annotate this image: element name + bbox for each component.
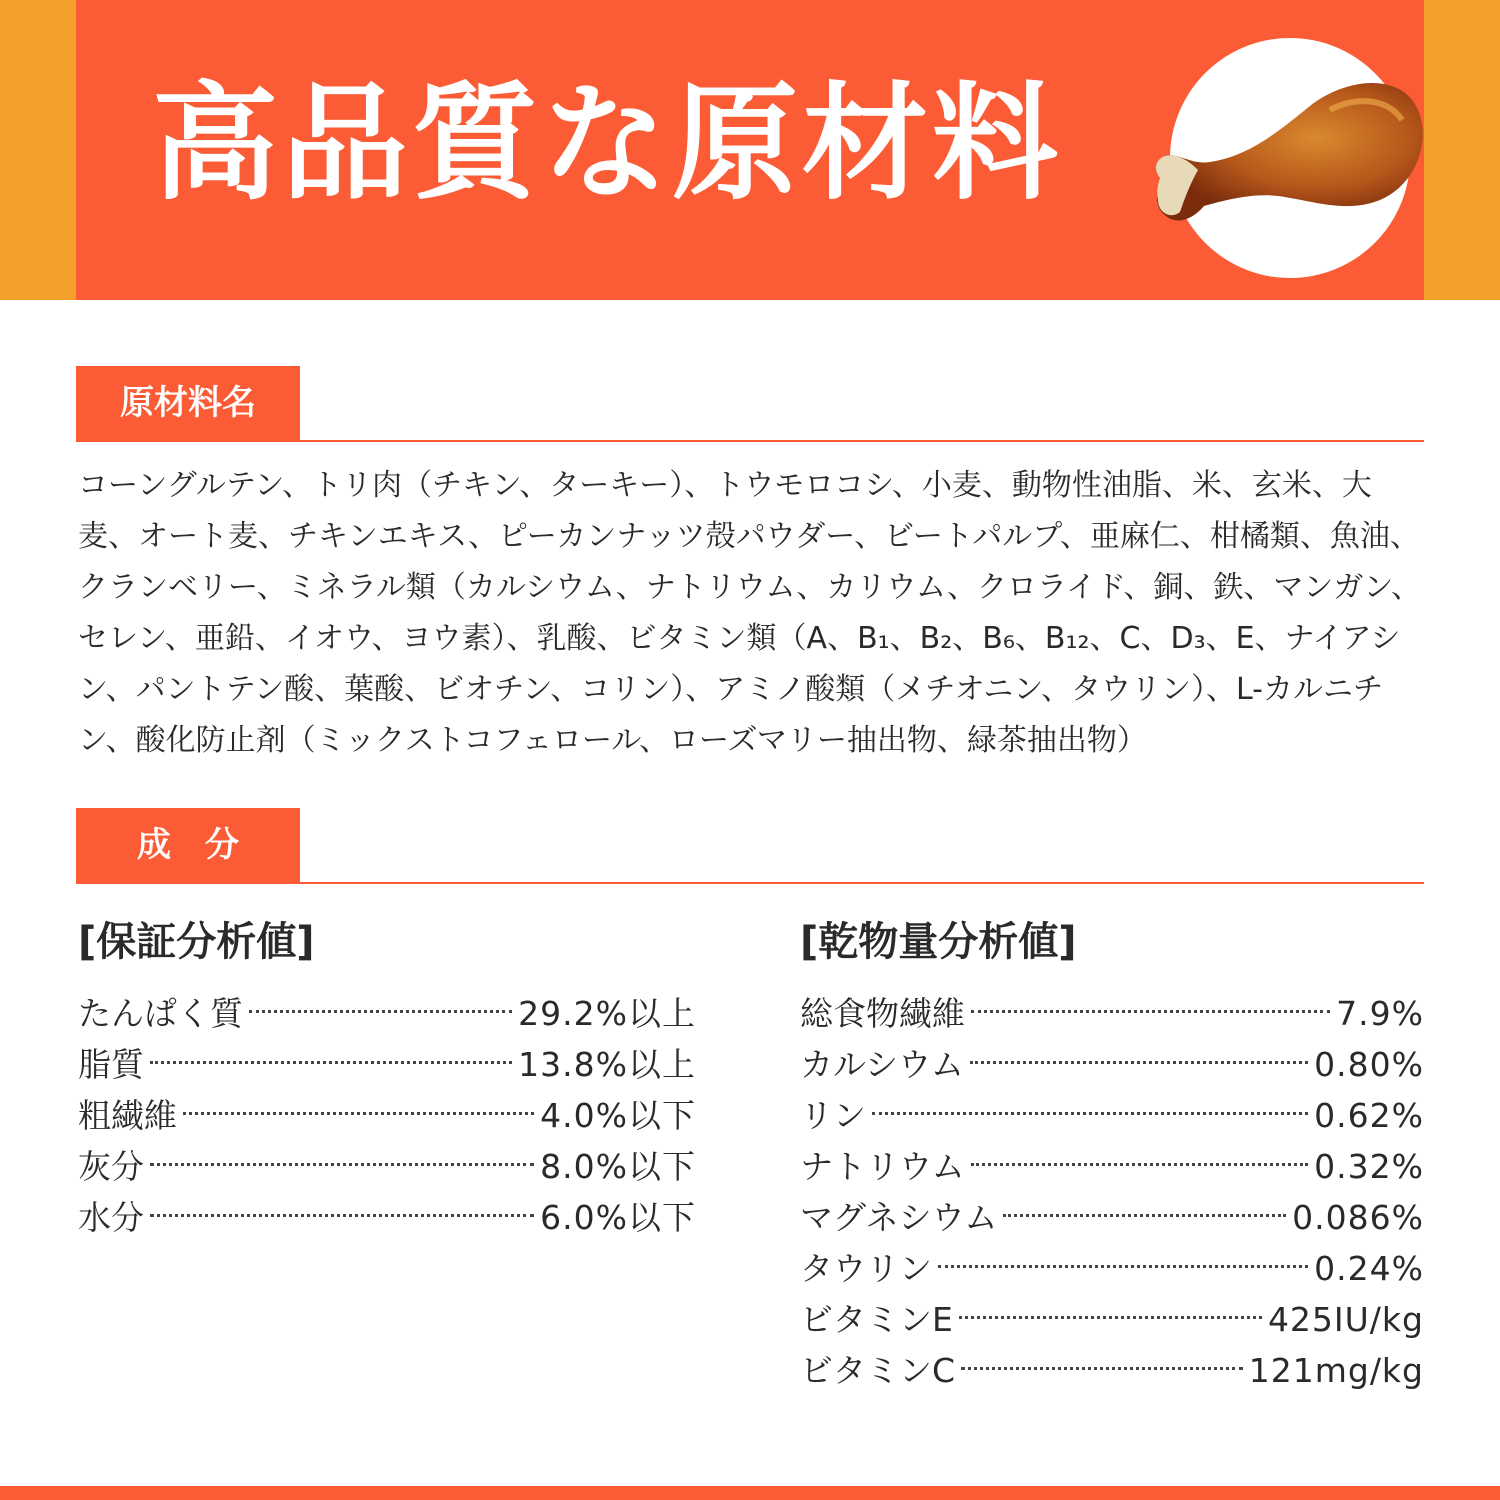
row-label: たんぱく質 (78, 994, 243, 1033)
dry-matter-analysis-title: [乾物量分析値] (800, 919, 1077, 965)
leader-dots (249, 977, 512, 1013)
row-value: 0.24% (1314, 1249, 1424, 1288)
row-label: カルシウム (800, 1045, 964, 1084)
row-label: タウリン (800, 1249, 932, 1288)
guaranteed-analysis (78, 912, 696, 1243)
ingredients-header (76, 366, 1424, 442)
row-value: 0.80% (1314, 1045, 1424, 1084)
leader-dots (971, 977, 1330, 1013)
row-value: 29.2%以上 (518, 994, 696, 1033)
leader-dots (1003, 1181, 1286, 1217)
row-label: 水分 (78, 1198, 144, 1237)
left-accent-stripe (0, 0, 76, 300)
row-label: ナトリウム (800, 1147, 965, 1186)
composition-header (76, 808, 1424, 884)
analysis-row (800, 1345, 1424, 1396)
leader-dots (183, 1079, 534, 1115)
leader-dots (938, 1232, 1308, 1268)
leader-dots (970, 1028, 1308, 1064)
title-banner (76, 0, 1424, 300)
composition-divider (76, 882, 1424, 884)
row-label: 脂質 (78, 1045, 144, 1084)
guaranteed-analysis-title: [保証分析値] (78, 919, 315, 965)
ingredients-heading: 原材料名 (76, 366, 300, 440)
dry-matter-analysis (800, 912, 1424, 1396)
row-value: 121mg/kg (1248, 1351, 1424, 1390)
chicken-drumstick-image (1140, 60, 1440, 240)
row-label: 灰分 (78, 1147, 144, 1186)
row-label: 総食物繊維 (800, 994, 965, 1033)
leader-dots (959, 1283, 1262, 1319)
leader-dots (872, 1079, 1308, 1115)
row-value: 8.0%以下 (540, 1147, 696, 1186)
leader-dots (971, 1130, 1308, 1166)
analysis-row (78, 1192, 696, 1243)
composition-heading: 成 分 (76, 808, 300, 882)
row-label: マグネシウム (800, 1198, 998, 1237)
page-title: 高品質な原材料 (152, 70, 1062, 217)
row-value: 425IU/kg (1267, 1300, 1424, 1339)
row-label: リン (800, 1096, 866, 1135)
ingredients-divider (76, 440, 1424, 442)
row-label: ビタミンE (800, 1300, 953, 1339)
row-value: 0.62% (1314, 1096, 1424, 1135)
ingredients-text: コーングルテン、トリ肉（チキン、ターキー）、トウモロコシ、小麦、動物性油脂、米、玄米、大麦、オート麦、チキンエキス、ピーカンナッツ殻パウダー、ビートパルプ、亜麻仁、柑橘類、魚油、クランベリー、ミネラル類（カルシウム、ナトリウム、カリウム、クロライド、銅、鉄、マンガン、セレン、亜鉛、イオウ、ヨウ素）、乳酸、ビタミン類（A、B₁、B₂、B₆、B₁₂、C、D₃、E、ナイアシン、パントテン酸、葉酸、ビオチン、コリン）、アミノ酸類（メチオニン、タウリン）、L-カルニチン、酸化防止剤（ミックストコフェロール、ローズマリー抽出物、緑茶抽出物） (78, 468, 1421, 758)
footer-accent-bar (0, 1486, 1500, 1500)
row-value: 0.32% (1314, 1147, 1424, 1186)
leader-dots (150, 1028, 512, 1064)
row-value: 7.9% (1336, 994, 1424, 1033)
row-value: 0.086% (1292, 1198, 1424, 1237)
row-value: 13.8%以上 (518, 1045, 696, 1084)
row-label: ビタミンC (800, 1351, 956, 1390)
leader-dots (150, 1181, 534, 1217)
row-value: 4.0%以下 (540, 1096, 696, 1135)
leader-dots (150, 1130, 534, 1166)
row-label: 粗繊維 (78, 1096, 177, 1135)
leader-dots (961, 1334, 1243, 1370)
row-value: 6.0%以下 (540, 1198, 696, 1237)
